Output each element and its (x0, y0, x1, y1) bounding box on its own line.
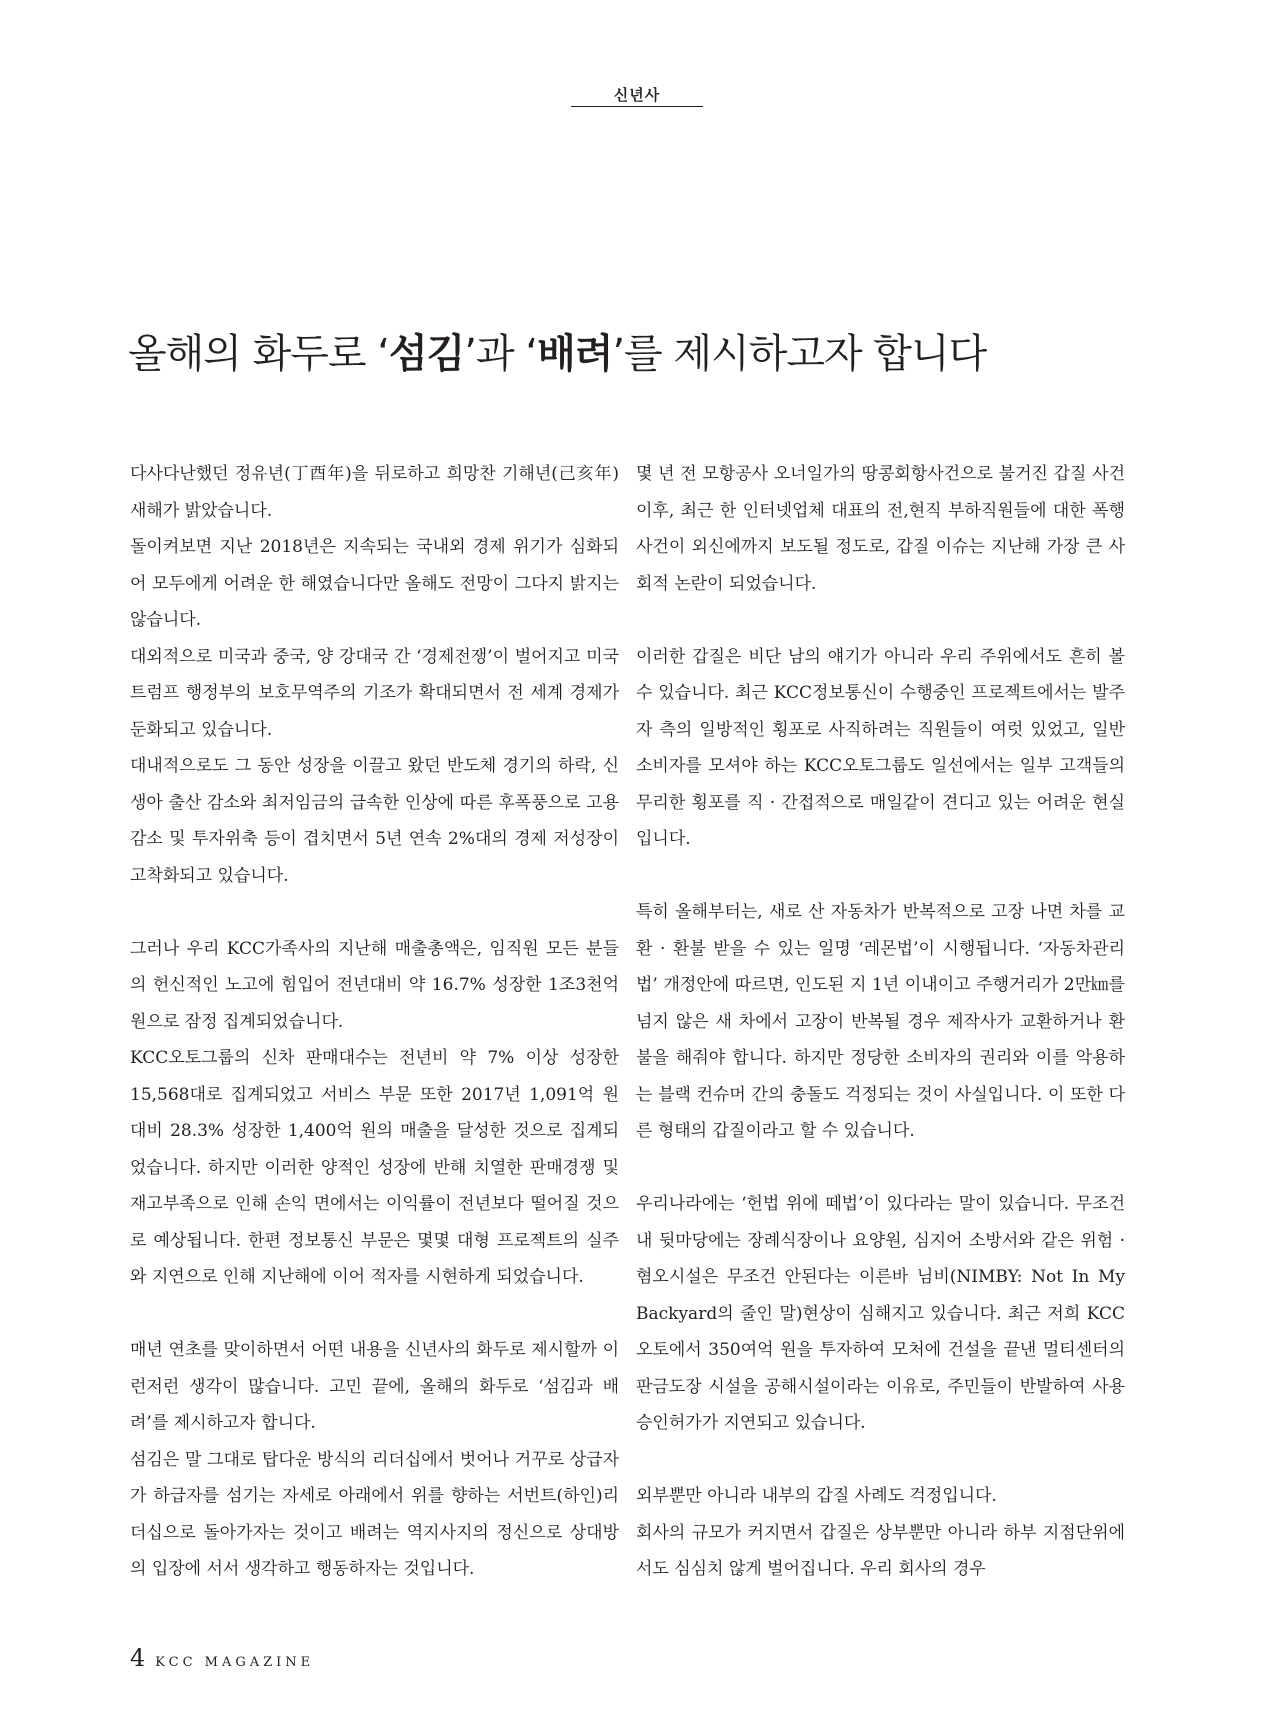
paragraph-gap (130, 894, 619, 931)
article-column-right (636, 456, 1125, 1588)
paragraph: 이러한 갑질은 비단 남의 얘기가 아니라 우리 주위에서도 흔히 볼 수 있습니다. 최근 KCC정보통신이 수행중인 프로젝트에서는 발주자 측의 일방적인 횡포로 사직하려는 직원들이 여럿 있었고, 일반 소비자를 모셔야 하는 KCC오토그룹도 일선에서는 일부 고객들의 무리한 횡포를 직 · 간접적으로 매일같이 견디고 있는 어려운 현실입니다. (636, 646, 1125, 849)
section-label: 신년사 (613, 86, 661, 104)
headline-keyword-consideration: 배려 (537, 331, 613, 377)
paragraph: 특히 올해부터는, 새로 산 자동차가 반복적으로 고장 나면 차를 교환 · 환불 받을 수 있는 일명 ‘레몬법’이 시행됩니다. ‘자동차관리법’ 개정안에 따르면, 인도된 지 1년 이내이고 주행거리가 2만㎞를 넘지 않은 새 차에서 고장이 반복될 경우 제작사가 교환하거나 환불을 해줘야 합니다. 하지만 정당한 소비자의 권리와 이를 악용하는 블랙 컨슈머 간의 충돌도 걱정되는 것이 사실입니다. 이 또한 다른 형태의 갑질이라고 할 수 있습니다. (636, 902, 1125, 1141)
paragraph: 섬김은 말 그대로 탑다운 방식의 리더십에서 벗어나 거꾸로 상급자가 하급자를 섬기는 자세로 아래에서 위를 향하는 서번트(하인)리더십으로 돌아가자는 것이고 배려는 역지사지의 정신으로 상대방의 입장에 서서 생각하고 행동하자는 것입니다. (130, 1449, 619, 1579)
paragraph-gap (130, 1296, 619, 1333)
paragraph: 회사의 규모가 커지면서 갑질은 상부뿐만 아니라 하부 지점단위에서도 심심치 않게 벌어집니다. 우리 회사의 경우 (636, 1522, 1125, 1579)
paragraph: 다사다난했던 정유년(丁酉年)을 뒤로하고 희망찬 기해년(己亥年) 새해가 밝았습니다. (130, 464, 619, 521)
article-headline (128, 326, 1148, 382)
paragraph: 대외적으로 미국과 중국, 양 강대국 간 ‘경제전쟁’이 벌어지고 미국 트럼프 행정부의 보호무역주의 기조가 확대되면서 전 세계 경제가 둔화되고 있습니다. (130, 646, 619, 740)
headline-keyword-serving: 섬김 (388, 331, 465, 377)
magazine-name: KCC MAGAZINE (155, 1655, 315, 1670)
paragraph-gap (636, 858, 1125, 895)
paragraph: 우리나라에는 ‘헌법 위에 떼법’이 있다라는 말이 있습니다. 무조건 내 뒷마당에는 장례식장이나 요양원, 심지어 소방서와 같은 위험 · 혐오시설은 무조건 안된다는 이른바 님비(NIMBY: Not In My Backyard의 줄인 말)현상이 심해지고 있습니다. 최근 저희 KCC오토에서 350여억 원을 투자하여 모처에 건설을 끝낸 멀티센터의 판금도장 시설을 공해시설이라는 이유로, 주민들이 반발하여 사용승인허가가 지연되고 있습니다. (636, 1194, 1125, 1433)
article-column-left (130, 456, 619, 1588)
paragraph-gap (636, 1150, 1125, 1187)
paragraph: 그러나 우리 KCC가족사의 지난해 매출총액은, 임직원 모든 분들의 헌신적인 노고에 힘입어 전년대비 약 16.7% 성장한 1조3천억원으로 잠정 집계되었습니다. (130, 938, 619, 1032)
paragraph: 외부뿐만 아니라 내부의 갑질 사례도 걱정입니다. (636, 1486, 997, 1506)
headline-text: ’를 제시하고자 합니다 (612, 331, 987, 377)
paragraph-gap (636, 1442, 1125, 1479)
page-footer (130, 1644, 314, 1672)
headline-text: 올해의 화두로 ‘ (128, 331, 389, 377)
headline-text: ’과 ‘ (464, 331, 538, 377)
paragraph: 몇 년 전 모항공사 오너일가의 땅콩회항사건으로 불거진 갑질 사건 이후, 최근 한 인터넷업체 대표의 전,현직 부하직원들에 대한 폭행 사건이 외신에까지 보도될 정도로, 갑질 이슈는 지난해 가장 큰 사회적 논란이 되었습니다. (636, 464, 1125, 594)
section-divider (571, 106, 703, 107)
page-number: 4 (130, 1644, 146, 1672)
paragraph: 매년 연초를 맞이하면서 어떤 내용을 신년사의 화두로 제시할까 이런저런 생각이 많습니다. 고민 끝에, 올해의 화두로 ‘섬김과 배려’를 제시하고자 합니다. (130, 1340, 619, 1433)
paragraph: 돌이켜보면 지난 2018년은 지속되는 국내외 경제 위기가 심화되어 모두에게 어려운 한 해였습니다만 올해도 전망이 그다지 밝지는 않습니다. (130, 537, 619, 630)
paragraph: KCC오토그룹의 신차 판매대수는 전년비 약 7% 이상 성장한 15,568대로 집계되었고 서비스 부문 또한 2017년 1,091억 원 대비 28.3% 성장한 1,400억 원의 매출을 달성한 것으로 집계되었습니다. 하지만 이러한 양적인 성장에 반해 치열한 판매경쟁 및 재고부족으로 인해 손익 면에서는 이익률이 전년보다 떨어질 것으로 예상됩니다. 한편 정보통신 부문은 몇몇 대형 프로젝트의 실주와 지연으로 인해 지난해에 이어 적자를 시현하게 되었습니다. (130, 1048, 619, 1287)
paragraph: 대내적으로도 그 동안 성장을 이끌고 왔던 반도체 경기의 하락, 신생아 출산 감소와 최저임금의 급속한 인상에 따른 후폭풍으로 고용감소 및 투자위축 등이 겹치면서 5년 연속 2%대의 경제 저성장이 고착화되고 있습니다. (130, 756, 619, 886)
paragraph-gap (636, 602, 1125, 639)
